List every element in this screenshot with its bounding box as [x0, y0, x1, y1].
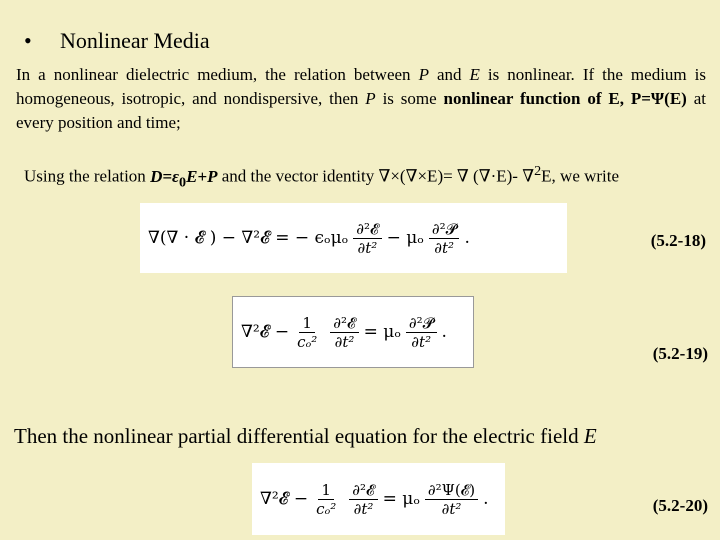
para1-bold-function: nonlinear function of E, P=Ψ(E): [443, 89, 687, 108]
para3-var-e: E: [583, 424, 597, 448]
eq2-f1-den: cₒ²: [297, 332, 318, 351]
eq1-fraction-2: [429, 220, 460, 257]
eq3-fraction-2: [349, 481, 377, 518]
equation-5-2-20: [252, 463, 505, 535]
eq3-fraction-3: [425, 481, 478, 518]
para3-text-1: Then the nonlinear partial differential equation for the electric field: [14, 424, 584, 448]
para1-var-p: P: [418, 65, 429, 84]
eq2-f2-num: ∂²𝓔: [330, 314, 358, 333]
eq1-mid: − μₒ: [386, 228, 424, 248]
intro-paragraph: [16, 63, 706, 135]
derivation-paragraph: [24, 159, 700, 194]
para2-sup: 2: [534, 163, 542, 179]
para1-var-e: E: [469, 65, 480, 84]
equation-number-3: (5.2-20): [652, 496, 708, 515]
eq1-fraction-1: [353, 220, 381, 257]
slide-heading: Nonlinear Media: [60, 28, 210, 53]
eq1-f2-num: ∂²𝓟: [429, 220, 460, 239]
eq3-lhs: ∇²𝓔 −: [260, 489, 309, 509]
eq2-lhs: ∇²𝓔 −: [241, 322, 290, 342]
para2-relation: D=ε: [150, 166, 179, 186]
bullet-point: •: [24, 28, 32, 53]
equation-number-1: (5.2-18): [650, 231, 706, 250]
eq1-lhs: ∇(∇ · 𝓔 ) − ∇²𝓔 = − ϵₒμₒ: [148, 228, 349, 248]
eq2-mid: = μₒ: [363, 322, 401, 342]
para1-text-2: and: [428, 65, 470, 84]
equation-number-2: (5.2-19): [652, 344, 708, 363]
para2-relation-2: E+P: [186, 166, 218, 186]
eq2-fraction-3: [406, 314, 437, 351]
para2-text-2: and the vector identity ∇×(∇×E)= ∇ (∇·E)- ∇: [217, 166, 535, 186]
para2-text-3: E, we write: [541, 166, 620, 186]
eq3-f2-den: ∂t²: [353, 499, 374, 518]
eq2-f1-num: 1: [299, 314, 315, 333]
eq3-mid: = μₒ: [382, 489, 420, 509]
eq3-f1-num: 1: [318, 481, 334, 500]
eq2-fraction-1: [294, 314, 320, 351]
eq2-f2-den: ∂t²: [334, 332, 355, 351]
para2-sub: 0: [179, 174, 187, 191]
equation-5-2-18: [140, 203, 567, 273]
eq1-f1-den: ∂t²: [357, 238, 378, 257]
eq3-f3-den: ∂t²: [441, 499, 462, 518]
equation-5-2-19: [232, 296, 474, 368]
eq2-end: .: [441, 322, 447, 342]
para1-text-1: In a nonlinear dielectric medium, the relation between: [16, 65, 419, 84]
eq2-f3-num: ∂²𝓟: [406, 314, 437, 333]
eq2-f3-den: ∂t²: [411, 332, 432, 351]
para1-text-3: is nonlinear. If the medium is homogeneous, isotropic, and nondispersive, then: [16, 65, 707, 108]
eq3-fraction-1: [313, 481, 339, 518]
para2-text-1: Using the relation: [24, 166, 151, 186]
eq3-end: .: [483, 489, 489, 509]
eq3-f3-num: ∂²Ψ(𝓔): [425, 481, 478, 500]
para1-text-4: is some: [375, 89, 444, 108]
eq1-f1-num: ∂²𝓔: [353, 220, 381, 239]
eq1-end: .: [464, 228, 470, 248]
eq1-f2-den: ∂t²: [434, 238, 455, 257]
para1-text-5: at every position and time;: [16, 89, 706, 132]
eq3-f1-den: cₒ²: [316, 499, 337, 518]
eq3-f2-num: ∂²𝓔: [349, 481, 377, 500]
conclusion-paragraph: [14, 424, 714, 449]
eq2-fraction-2: [330, 314, 358, 351]
para1-var-p2: P: [365, 89, 376, 108]
